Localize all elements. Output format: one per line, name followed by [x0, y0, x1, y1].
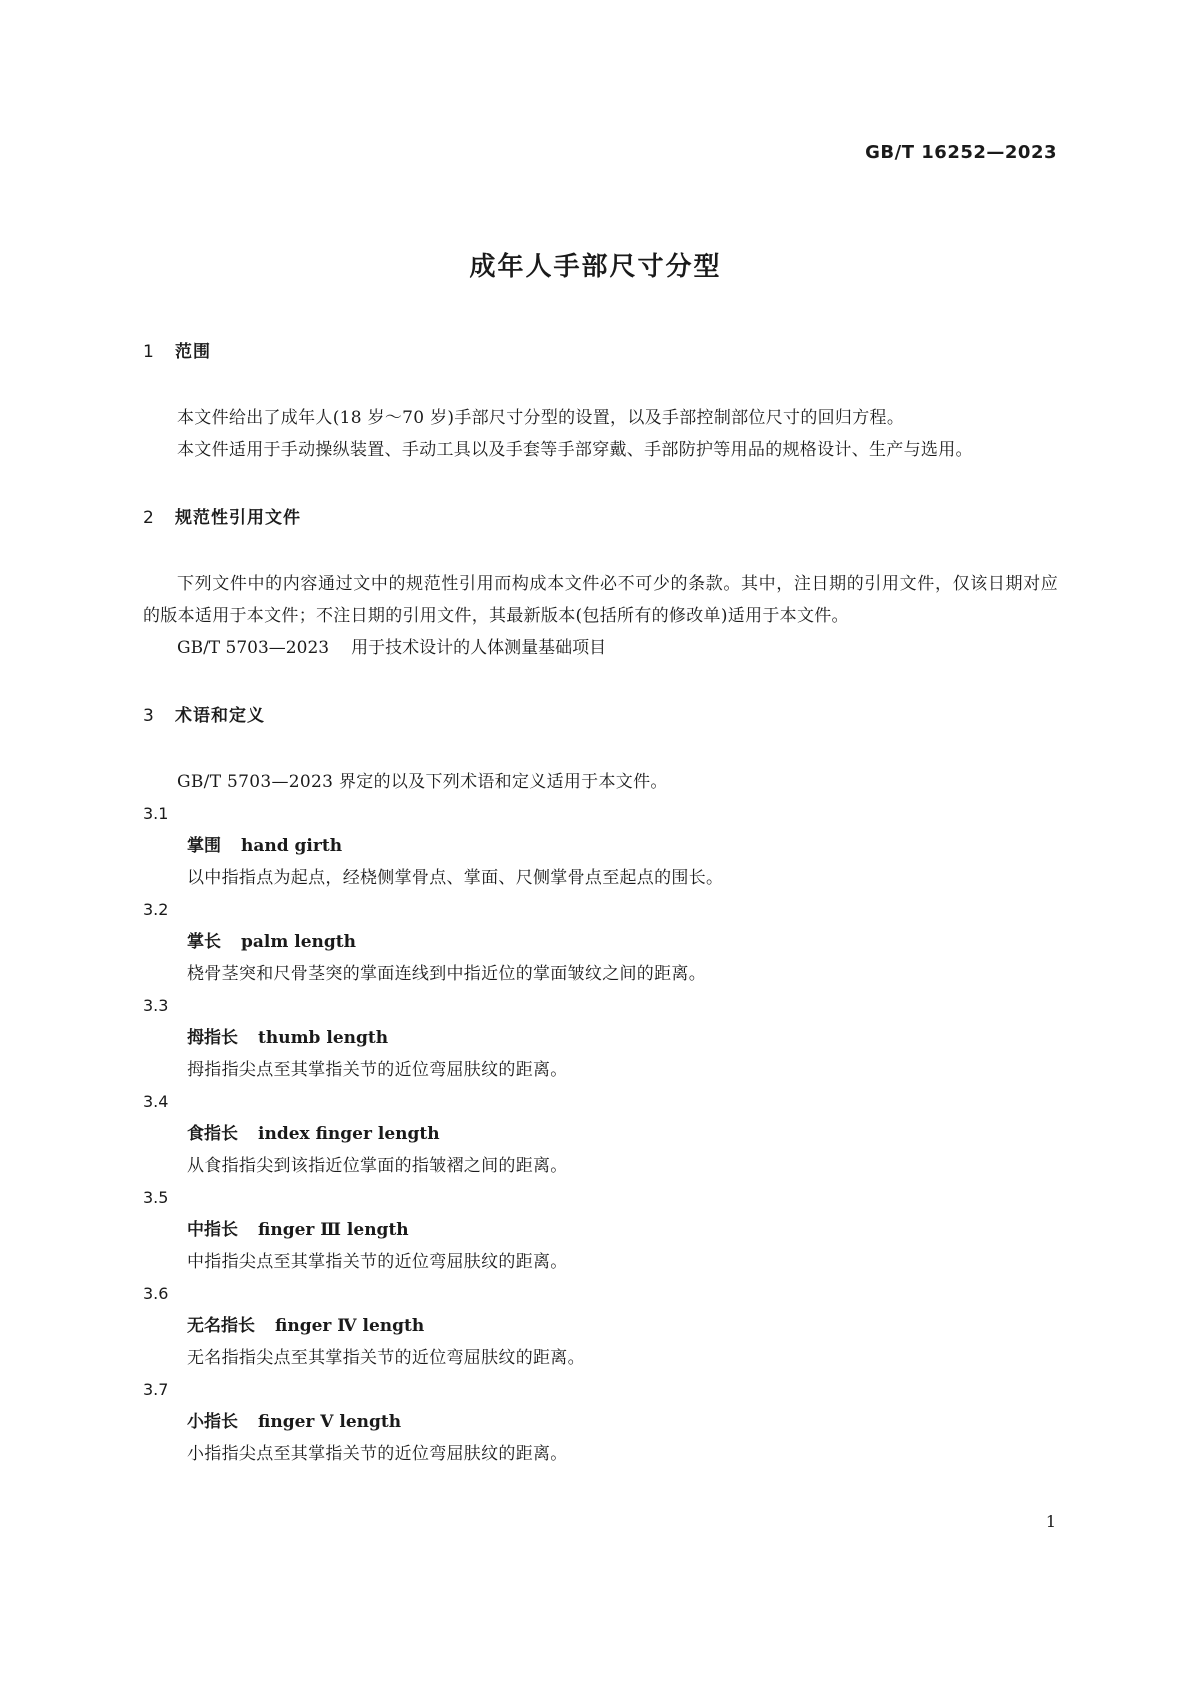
- term-name: [143, 1310, 1058, 1342]
- term-definition: 小指指尖点至其掌指关节的近位弯屈肤纹的距离。: [187, 1444, 568, 1464]
- term-number: 3.4: [143, 1092, 169, 1111]
- term-number: 3.3: [143, 996, 169, 1015]
- term-en: finger Ⅴ length: [258, 1412, 402, 1432]
- section-title: 术语和定义: [175, 706, 265, 726]
- term-entry: [143, 1278, 1058, 1374]
- term-cn: 拇指长: [187, 1028, 238, 1048]
- term-en: hand girth: [241, 836, 343, 856]
- section-heading-normative-references: [143, 506, 1058, 530]
- page-number: 1: [1045, 1512, 1056, 1531]
- term-name: [143, 1406, 1058, 1438]
- term-number: 3.7: [143, 1380, 169, 1399]
- term-definition: 无名指指尖点至其掌指关节的近位弯屈肤纹的距离。: [187, 1348, 585, 1368]
- section-heading-terms-definitions: [143, 704, 1058, 728]
- term-definition: 以中指指点为起点，经桡侧掌骨点、掌面、尺侧掌骨点至起点的围长。: [187, 868, 724, 888]
- term-cn: 食指长: [187, 1124, 238, 1144]
- term-definition: 拇指指尖点至其掌指关节的近位弯屈肤纹的距离。: [187, 1060, 568, 1080]
- term-en: finger Ⅲ length: [258, 1220, 409, 1240]
- term-definition: 从食指指尖到该指近位掌面的指皱褶之间的距离。: [187, 1156, 568, 1176]
- term-entry: [143, 1374, 1058, 1470]
- document-title: 成年人手部尺寸分型: [469, 252, 722, 282]
- section-title: 规范性引用文件: [175, 508, 301, 528]
- term-number: 3.1: [143, 804, 169, 823]
- term-en: palm length: [241, 932, 356, 952]
- paragraph: 本文件适用于手动操纵装置、手动工具以及手套等手部穿戴、手部防护等用品的规格设计、生产与选用。: [177, 440, 973, 460]
- term-number: 3.5: [143, 1188, 169, 1207]
- term-en: finger Ⅳ length: [275, 1316, 425, 1336]
- section-number: 3: [143, 706, 155, 726]
- term-number: 3.6: [143, 1284, 169, 1303]
- term-definition: 桡骨茎突和尺骨茎突的掌面连线到中指近位的掌面皱纹之间的距离。: [187, 964, 706, 984]
- standard-code: GB/T 16252—2023: [865, 142, 1057, 163]
- term-en: thumb length: [258, 1028, 389, 1048]
- term-entry: [143, 990, 1058, 1086]
- term-en: index finger length: [258, 1124, 440, 1144]
- term-definition: 中指指尖点至其掌指关节的近位弯屈肤纹的距离。: [187, 1252, 568, 1272]
- section-heading-scope: [143, 340, 1058, 364]
- paragraph: 本文件给出了成年人(18 岁～70 岁)手部尺寸分型的设置，以及手部控制部位尺寸的回归方程。: [177, 408, 905, 428]
- term-entry: [143, 1182, 1058, 1278]
- term-entry: [143, 894, 1058, 990]
- document-body: [143, 340, 1058, 1470]
- term-cn: 无名指长: [187, 1316, 255, 1336]
- section-number: 1: [143, 342, 155, 362]
- term-cn: 中指长: [187, 1220, 238, 1240]
- paragraph: 下列文件中的内容通过文中的规范性引用而构成本文件必不可少的条款。其中，注日期的引用文件，仅该日期对应的版本适用于本文件；不注日期的引用文件，其最新版本(包括所有的修改单)适用于本文件。: [143, 574, 1058, 626]
- term-cn: 掌围: [187, 836, 221, 856]
- term-entry: [143, 798, 1058, 894]
- term-name: [143, 1022, 1058, 1054]
- term-number: 3.2: [143, 900, 169, 919]
- reference-code: GB/T 5703—2023: [177, 638, 330, 658]
- paragraph: GB/T 5703—2023 界定的以及下列术语和定义适用于本文件。: [177, 772, 668, 792]
- term-cn: 掌长: [187, 932, 221, 952]
- term-name: [143, 1214, 1058, 1246]
- term-entry: [143, 1086, 1058, 1182]
- term-name: [143, 926, 1058, 958]
- term-name: [143, 1118, 1058, 1150]
- section-number: 2: [143, 508, 155, 528]
- section-title: 范围: [175, 342, 211, 362]
- term-cn: 小指长: [187, 1412, 238, 1432]
- reference-title: 用于技术设计的人体测量基础项目: [351, 638, 607, 658]
- reference-entry: [143, 632, 1058, 664]
- term-name: [143, 830, 1058, 862]
